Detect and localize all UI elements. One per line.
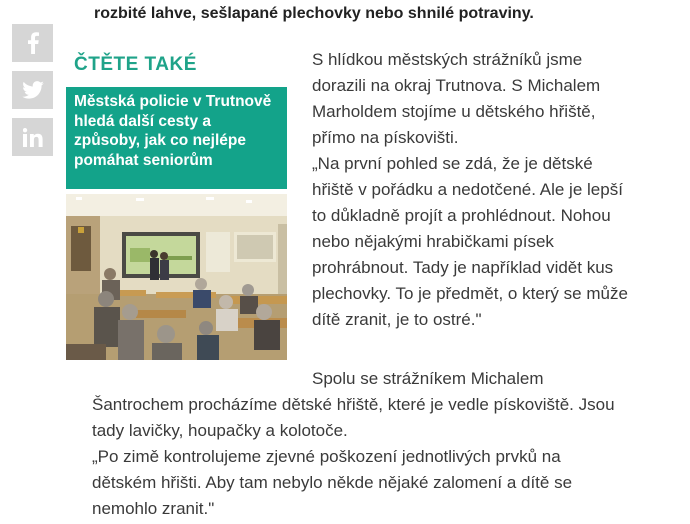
quote-line: „Po zimě kontrolujeme zjevné poškození jednotlivých prvků na: [92, 447, 561, 466]
quote-line: nemohlo zranit.": [92, 499, 215, 518]
related-heading: ČTĚTE TAKÉ: [74, 54, 197, 75]
facebook-share-button[interactable]: [12, 24, 53, 62]
quote-line: prohrábnout. Tady je například vidět kus: [312, 258, 614, 277]
article-paragraph: tady lavičky, houpačky a kolotoče.: [92, 421, 348, 440]
article-paragraph: Šantrochem procházíme dětské hřiště, které je vedle pískoviště. Jsou: [92, 395, 615, 414]
article-paragraph: Spolu se strážníkem Michalem: [312, 369, 544, 388]
article-body-right: [312, 47, 672, 333]
quote-line: nebo nějakými hrabičkami písek: [312, 232, 554, 251]
quote-line: plechovky. To je předmět, o který se může: [312, 284, 628, 303]
article-paragraph: Marholdem stojíme u dětského hřiště,: [312, 102, 596, 121]
article-paragraph: dorazili na okraj Trutnova. S Michalem: [312, 76, 601, 95]
twitter-icon: [22, 81, 44, 99]
related-article-photo[interactable]: [66, 194, 287, 360]
linkedin-share-button[interactable]: [12, 118, 53, 156]
related-article-title[interactable]: Městská policie v Trutnově hledá další cesty a způsoby, jak co nejlépe pomáhat seniorům: [66, 87, 287, 189]
quote-line: hřiště v pořádku a nedotčené. Ale je lepší: [312, 180, 623, 199]
related-article-card[interactable]: [66, 87, 287, 360]
quote-line: dětském hřišti. Aby tam nebylo někde nějaké zalomení a dítě se: [92, 473, 573, 492]
article-body-full: [92, 392, 672, 522]
lead-text-line: rozbité lahve, sešlapané plechovky nebo shnilé potraviny.: [94, 5, 534, 22]
linkedin-icon: [23, 128, 43, 147]
facebook-icon: [26, 32, 40, 54]
quote-line: dítě zranit, je to ostré.": [312, 310, 482, 329]
twitter-share-button[interactable]: [12, 71, 53, 109]
article-paragraph: přímo na pískovišti.: [312, 128, 459, 147]
quote-line: to důkladně projít a prohlédnout. Nohou: [312, 206, 611, 225]
article-paragraph: S hlídkou městských strážníků jsme: [312, 50, 583, 69]
quote-line: „Na první pohled se zdá, že je dětské: [312, 154, 593, 173]
